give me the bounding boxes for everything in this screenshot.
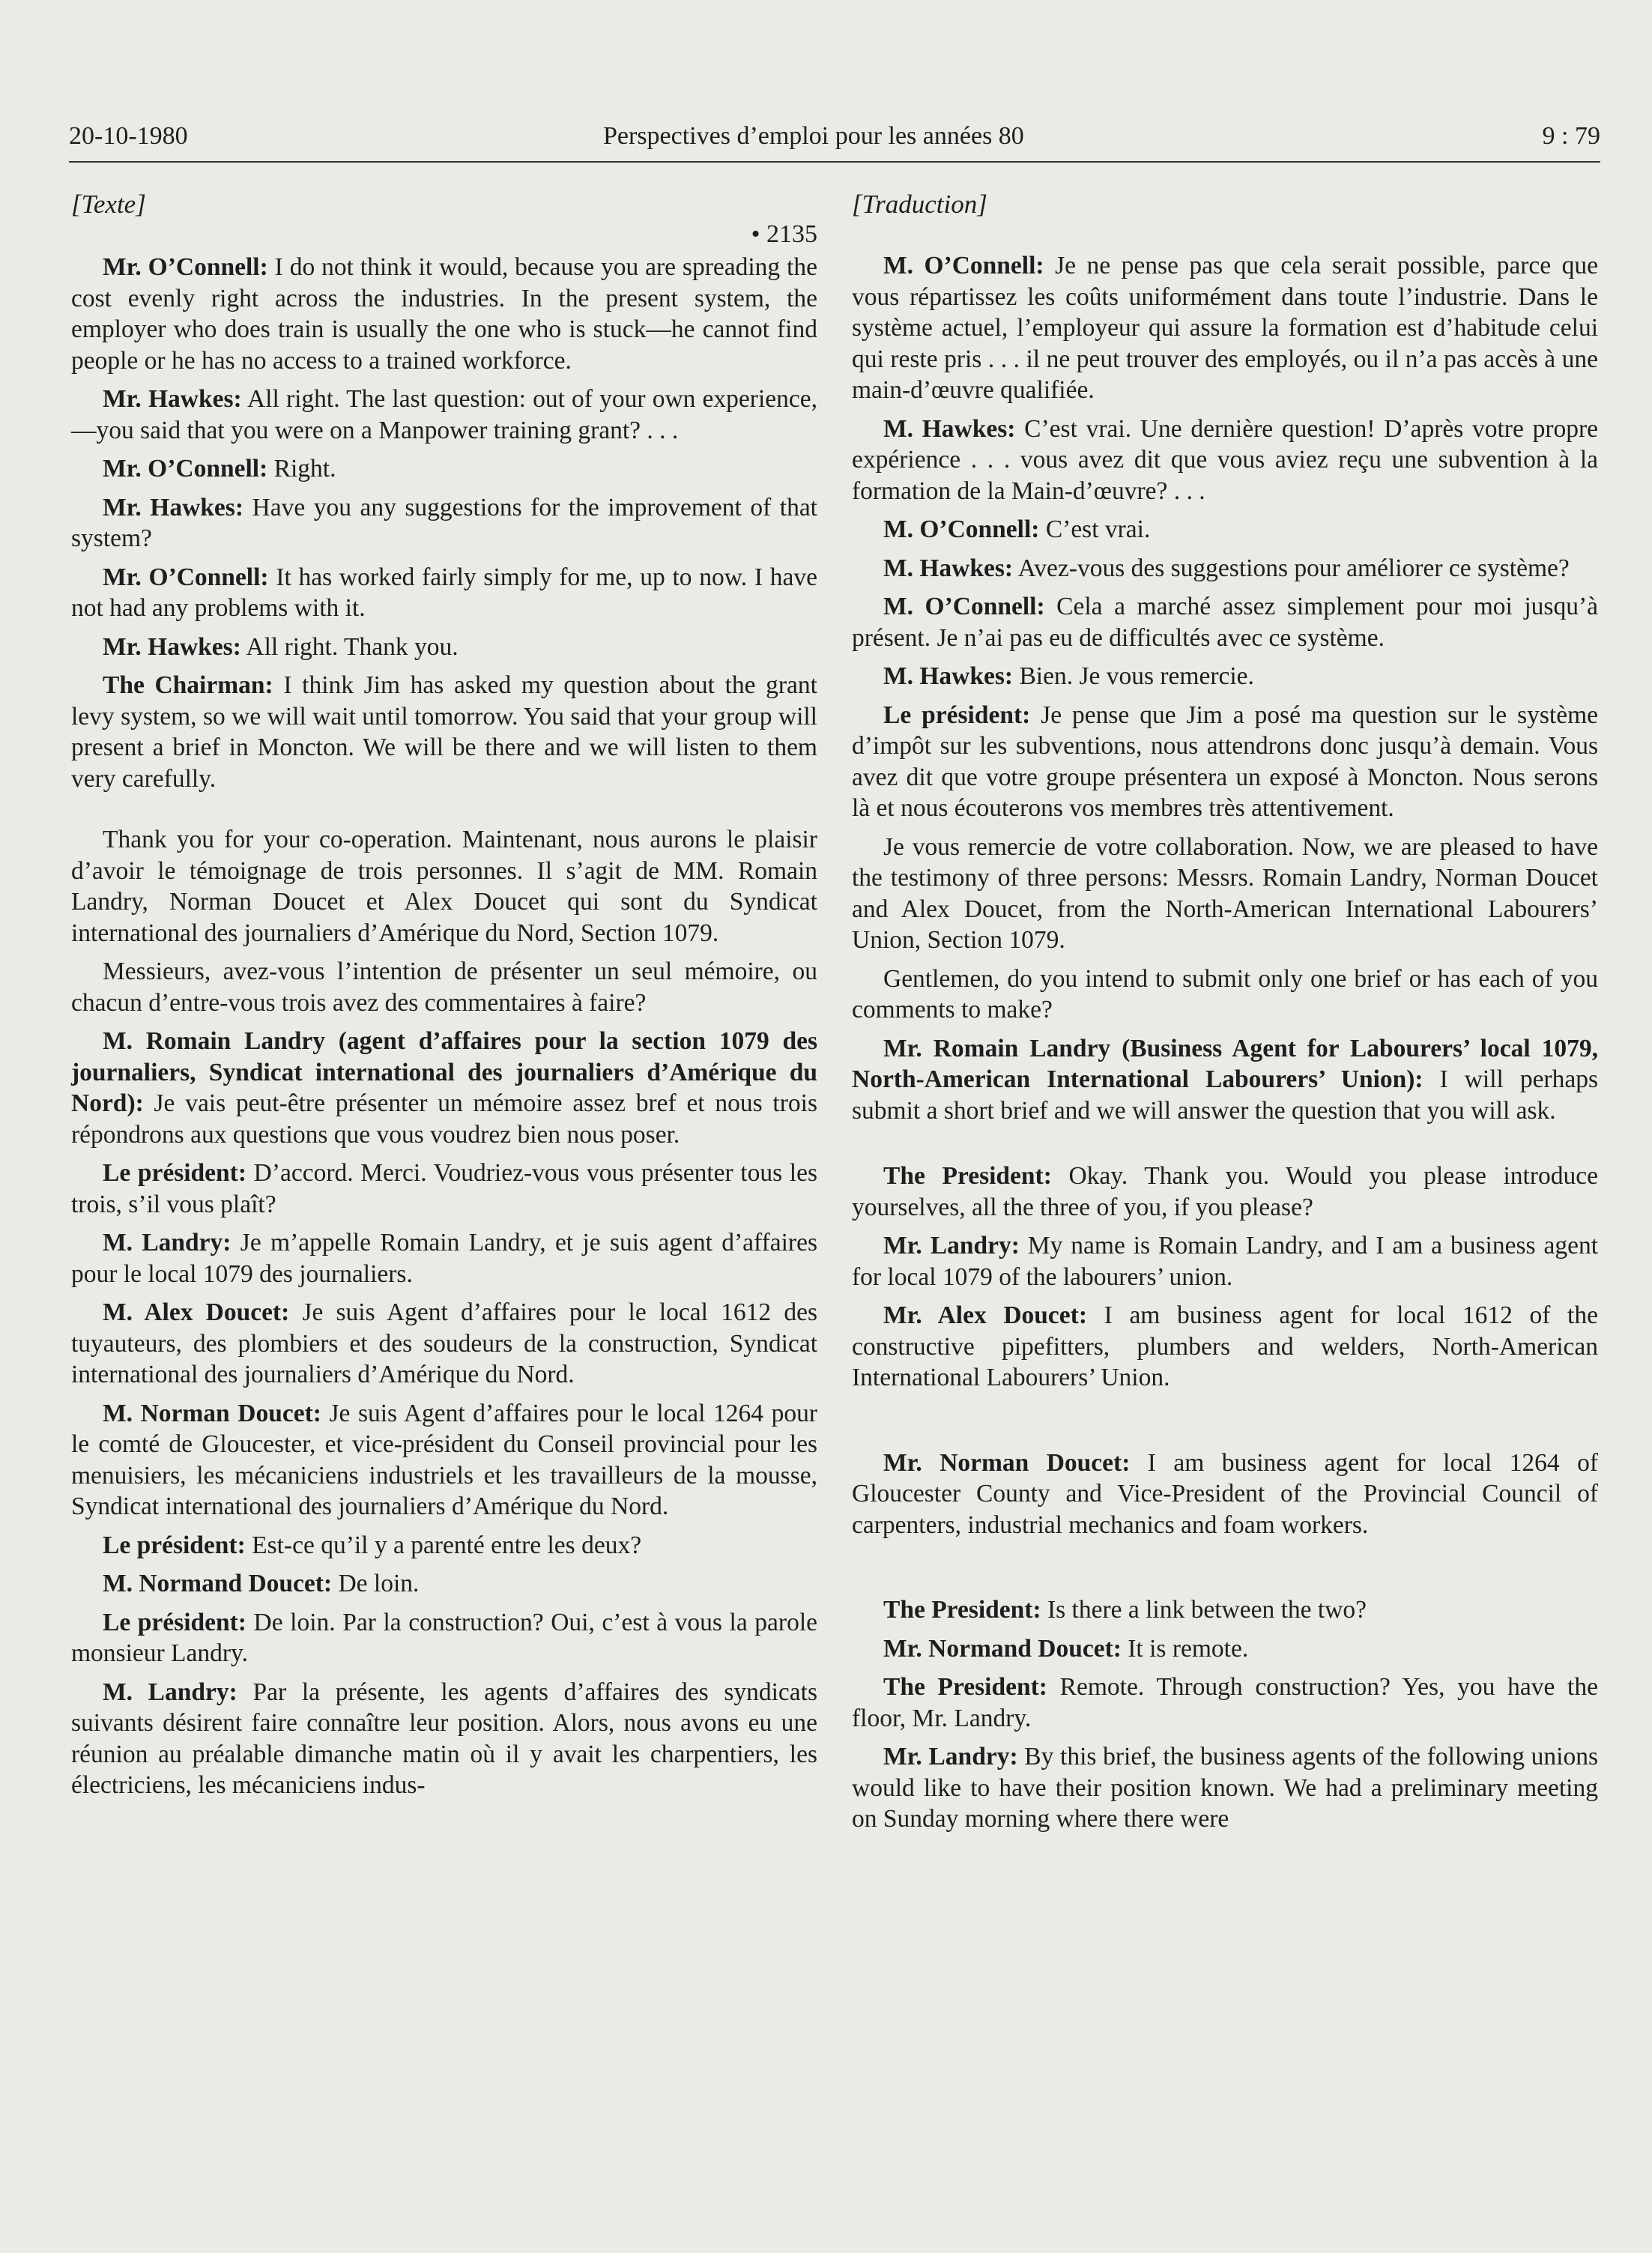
left-paragraph: [71, 453, 817, 485]
right-paragraph: [852, 553, 1598, 584]
left-paragraph: [71, 1026, 817, 1150]
header-title: Perspectives d’emploi pour les années 80: [603, 122, 1024, 150]
speaker-name: Le président:: [103, 1608, 246, 1636]
speaker-name: M. Hawkes:: [883, 414, 1016, 443]
paragraph-text: D’accord. Merci. Voudriez-vous vous présenter tous les trois, s’il vous plaît?: [71, 1159, 817, 1218]
speaker-name: Le président:: [103, 1531, 246, 1559]
paragraph-text: Je pense que Jim a posé ma question sur le système d’impôt sur les subventions, nous attendrons donc jusqu’à demain. Vous avez dit que votre groupe présentera un exposé à Moncton. Nous serons là et nous écouterons vos membres très attentivement.: [852, 701, 1598, 822]
paragraph-text: Je ne pense pas que cela serait possible, parce que vous répartissez les coûts uniformément dans toute l’industrie. Dans le système actuel, l’employeur qui assure la formation est d’habitude celui qui reste pris . . . il ne peut trouver des employés, ou il n’a pas accès à une main-d’œuvre qualifiée.: [852, 252, 1598, 404]
left-paragraph: [71, 1530, 817, 1561]
right-paragraph: [852, 250, 1598, 406]
speaker-name: Mr. Norman Doucet:: [883, 1448, 1131, 1477]
right-paragraph: [852, 1594, 1598, 1626]
speaker-name: The President:: [883, 1162, 1052, 1190]
paragraph-text: Avez-vous des suggestions pour améliorer ce système?: [1013, 554, 1570, 582]
speaker-name: M. Landry:: [103, 1678, 237, 1706]
speaker-name: The President:: [883, 1673, 1047, 1701]
paragraph-text: Par la présente, les agents d’affaires des syndicats suivants désirent faire connaître leur position. Alors, nous avons eu une réunion au préalable dimanche matin où il y avait les charpentiers, les électriciens, les mécaniciens indus-: [71, 1678, 818, 1799]
speaker-name: Mr. Landry:: [883, 1743, 1018, 1770]
speaker-name: M. Hawkes:: [883, 662, 1014, 690]
paragraph-text: It has worked fairly simply for me, up to now. I have not had any problems with it.: [71, 563, 817, 622]
right-paragraph: [852, 1300, 1598, 1394]
left-paragraph: [71, 824, 817, 949]
speaker-name: M. O’Connell:: [883, 515, 1040, 543]
paragraph-text: Je suis Agent d’affaires pour le local 1264 pour le comté de Gloucester, et vice-président du Conseil provincial pour les menuisiers, les mécaniciens industriels et les travailleurs de la mousse, Syndicat international des journaliers d’Amérique du Nord.: [71, 1399, 817, 1520]
speaker-name: Mr. Alex Doucet:: [883, 1301, 1087, 1329]
speaker-name: M. Normand Doucet:: [103, 1570, 333, 1597]
left-paragraph: [71, 562, 817, 624]
paragraph-text: It is remote.: [1121, 1634, 1249, 1663]
speaker-name: M. Hawkes:: [883, 554, 1014, 582]
left-paragraph: [71, 1158, 817, 1220]
paragraph-text: All right. Thank you.: [240, 632, 459, 661]
right-paragraph: [852, 1448, 1598, 1541]
right-paragraph: [852, 1033, 1598, 1127]
paragraph-text: Have you any suggestions for the improvement of that system?: [71, 493, 817, 552]
left-paragraph: [71, 1297, 817, 1391]
right-paragraph: [852, 1672, 1598, 1734]
paragraph-text: Cela a marché assez simplement pour moi jusqu’à présent. Je n’ai pas eu de difficultés avec ce système.: [852, 593, 1598, 652]
paragraph-text: I think Jim has asked my question about the grant levy system, so we will wait until tomorrow. You said that your group will present a brief in Moncton. We will be there and we will listen to them very carefully.: [71, 671, 817, 793]
right-paragraph: [852, 832, 1598, 956]
speaker-name: M. Norman Doucet:: [103, 1399, 321, 1427]
paragraph-text: C’est vrai. Une dernière question! D’après votre propre expérience . . . vous avez dit que vous aviez reçu une subvention à la formation de la Main-d’œuvre? . . .: [852, 414, 1599, 505]
left-column: [71, 189, 817, 1809]
left-paragraph: [71, 1568, 817, 1600]
paragraph-text: Gentlemen, do you intend to submit only one brief or has each of you comments to make?: [852, 964, 1598, 1023]
paragraph-text: Okay. Thank you. Would you please introduce yourselves, all the three of you, if you please?: [852, 1162, 1598, 1221]
speaker-name: The Chairman:: [103, 671, 273, 699]
left-paragraph: [71, 492, 817, 554]
speaker-name: M. O’Connell:: [883, 252, 1044, 279]
left-paragraph: [71, 384, 817, 446]
right-paragraph: [852, 1230, 1598, 1292]
right-paragraph: [852, 1741, 1598, 1835]
left-paragraph: [71, 632, 817, 663]
paragraph-text: Je vous remercie de votre collaboration. Now, we are pleased to have the testimony of three persons: Messrs. Romain Landry, Norman Doucet and Alex Doucet, from the North-American International Labourers’ Union, Section 1079.: [852, 832, 1598, 954]
paragraph-text: I am business agent for local 1612 of the constructive pipefitters, plumbers and welders, North-American International Labourers’ Union.: [852, 1301, 1598, 1391]
paragraph-text: All right. The last question: out of your own experience,—you said that you were on a Manpower training grant? . . .: [71, 385, 817, 444]
paragraph-text: Is there a link between the two?: [1041, 1596, 1367, 1624]
paragraph-text: Thank you for your co-operation. Maintenant, nous aurons le plaisir d’avoir le témoignage de trois personnes. Il s’agit de MM. Romain Landry, Norman Doucet et Alex Doucet qui sont du Syndicat international des journaliers d’Amérique du Nord, Section 1079.: [71, 826, 817, 947]
page-header: [69, 116, 1600, 163]
left-paragraph: [71, 670, 817, 794]
left-paragraph: [71, 1398, 817, 1522]
paragraph-text: By this brief, the business agents of the following unions would like to have their position known. We had a preliminary meeting on Sunday morning where there were: [852, 1743, 1598, 1833]
right-paragraph: [852, 1161, 1598, 1223]
header-date: 20-10-1980: [69, 122, 188, 150]
paragraph-text: I do not think it would, because you are spreading the cost evenly right across the industries. In the present system, the employer who does train is usually the one who is stuck—he cannot find people or he has no access to a trained workforce.: [71, 253, 817, 375]
speaker-name: Mr. O’Connell:: [103, 253, 268, 281]
speaker-name: M. O’Connell:: [883, 593, 1045, 620]
paragraph-text: Messieurs, avez-vous l’intention de présenter un seul mémoire, ou chacun d’entre-vous trois avez des commentaires à faire?: [71, 958, 817, 1017]
speaker-name: M. Romain Landry (agent d’affaires pour la section 1079 des journaliers, Syndicat international des journaliers d’Amérique du Nord):: [71, 1027, 817, 1117]
right-paragraph: [852, 661, 1598, 692]
speaker-name: M. Landry:: [103, 1229, 232, 1256]
right-paragraph: [852, 414, 1598, 507]
left-paragraph: [71, 1607, 817, 1669]
time-marker: • 2135: [751, 220, 817, 248]
speaker-name: Mr. Normand Doucet:: [883, 1634, 1122, 1663]
paragraph-text: De loin.: [332, 1570, 420, 1597]
left-column-label: [Texte]: [71, 190, 146, 219]
speaker-name: Le président:: [103, 1159, 246, 1187]
left-paragraph: [71, 956, 817, 1018]
paragraph-text: I am business agent for local 1264 of Gloucester County and Vice-President of the Provincial Council of carpenters, industrial mechanics and foam workers.: [852, 1448, 1598, 1539]
paragraph-text: C’est vrai.: [1039, 515, 1151, 543]
speaker-name: Mr. Landry:: [883, 1232, 1020, 1259]
left-paragraph: [71, 1227, 817, 1289]
left-paragraph: [71, 252, 817, 376]
right-paragraph: [852, 591, 1598, 653]
speaker-name: Mr. Hawkes:: [103, 385, 242, 413]
speaker-name: Le président:: [883, 701, 1031, 729]
speaker-name: Mr. Hawkes:: [103, 493, 243, 521]
paragraph-text: Remote. Through construction? Yes, you have the floor, Mr. Landry.: [852, 1673, 1598, 1732]
right-column-label: [Traduction]: [852, 190, 987, 219]
paragraph-text: My name is Romain Landry, and I am a business agent for local 1079 of the labourers’ union.: [852, 1232, 1599, 1291]
left-paragraph: [71, 1677, 817, 1801]
paragraph-text: I will perhaps submit a short brief and we will answer the question that you will ask.: [852, 1065, 1598, 1125]
paragraph-text: Est-ce qu’il y a parenté entre les deux?: [245, 1531, 642, 1559]
paragraph-text: Je vais peut-être présenter un mémoire assez bref et nous trois répondrons aux questions que vous voudrez bien nous poser.: [71, 1089, 817, 1149]
speaker-name: Mr. O’Connell:: [103, 455, 268, 483]
speaker-name: The President:: [883, 1596, 1041, 1624]
speaker-name: Mr. Hawkes:: [103, 632, 241, 661]
speaker-name: Mr. Romain Landry (Business Agent for Labourers’ local 1079, North-American International Labourers’ Union):: [852, 1034, 1598, 1093]
paragraph-text: Bien. Je vous remercie.: [1013, 662, 1254, 690]
paragraph-text: Je m’appelle Romain Landry, et je suis agent d’affaires pour le local 1079 des journaliers.: [71, 1229, 817, 1288]
speaker-name: Mr. O’Connell:: [103, 563, 269, 591]
right-column: [852, 189, 1598, 1842]
speaker-name: M. Alex Doucet:: [103, 1298, 290, 1326]
paragraph-text: Right.: [267, 455, 336, 483]
right-paragraph: [852, 964, 1598, 1026]
paragraph-text: Je suis Agent d’affaires pour le local 1612 des tuyauteurs, des plombiers et des soudeurs de la construction, Syndicat international des journaliers d’Amérique du Nord.: [71, 1298, 817, 1388]
right-paragraph: [852, 1633, 1598, 1665]
right-paragraph: [852, 700, 1598, 824]
paragraph-text: De loin. Par la construction? Oui, c’est à vous la parole monsieur Landry.: [71, 1608, 817, 1667]
header-page-number: 9 : 79: [1542, 122, 1600, 150]
right-paragraph: [852, 514, 1598, 545]
